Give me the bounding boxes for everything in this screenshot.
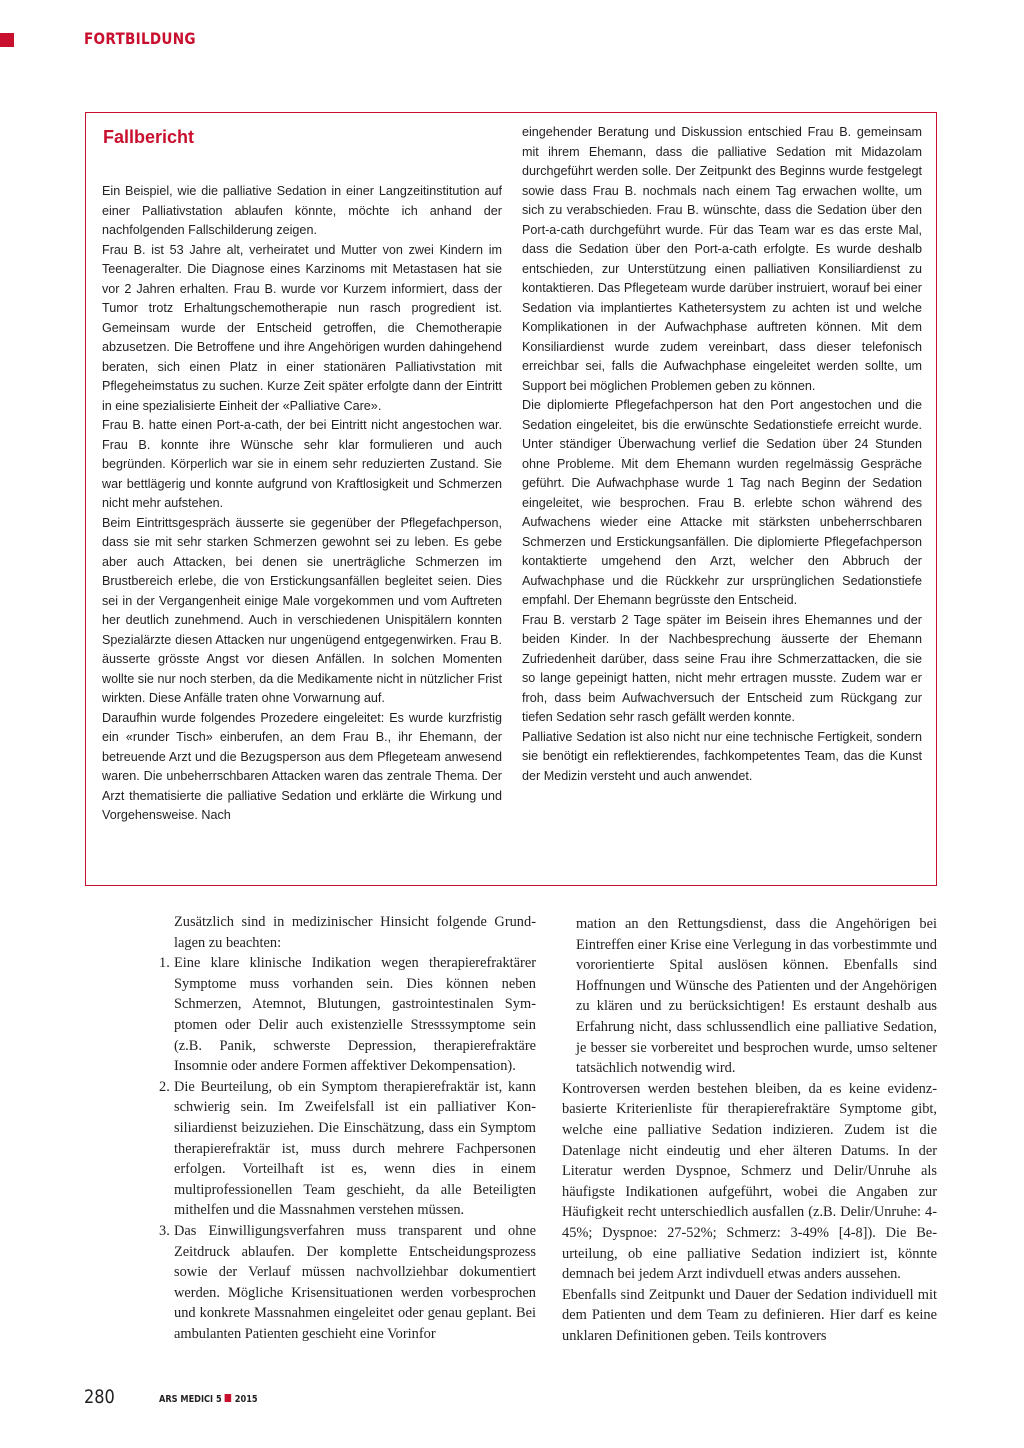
list-item <box>160 1077 536 1221</box>
paragraph: Kontroversen werden bestehen bleiben, da es keine evidenzbasierte Kriterienliste für therapierefraktäre Symptome gibt, welche eine palliative Sedation indizieren. Zudem ist die Datenlage nicht eindeutig und eher älteren Datums. In der Literatur werden Dyspnoe, Schmerz und Delir/Unruhe als häufigste Indikationen aufgeführt, wobei die Angaben zur Häufigkeit recht unterschiedlich ausfallen (z.B. Delir/Unruhe: 4-45%; Dyspnoe: 27-52%; Schmerz: 3-49% [4-8]). Die Beurteilung, ob eine palliative Sedation indiziert ist, könnte demnach bei jedem Arzt indivduell etwas anders aussehen. <box>562 1080 937 1283</box>
paragraph: eingehender Beratung und Diskussion entschied Frau B. gemeinsam mit ihrem Ehemann, dass die palliative Sedation mit Midazolam durchgeführt werden solle. Der Zeitpunkt des Beginns wurde festgelegt sowie dass Frau B. nochmals nach einem Tag erwachen wollte, um sich zu verabschieden. Frau B. wünschte, dass die Sedation über den Port-a-cath durchgeführt wurde. Für das Team war es das erste Mal, dass die Sedation über den Port-a-cath erfolgte. Es wurde deshalb entschieden, zur Unterstützung einen palliativen Konsiliardienst zu kontaktieren. Das Pflegeteam wurde darüber instruiert, worauf bei einer Sedation via implantiertes Kathetersystem zu achten ist und welche Komplikationen in der Aufwachphase auftreten können. Mit dem Konsiliardienst wurde zudem vereinbart, dass dieser telefonisch erreichbar sei, falls die Aufwachphase eingeleitet werden sollte, um Support bei möglichen Problemen geben zu können. <box>522 125 922 393</box>
section-marker-square <box>0 33 14 47</box>
journal-name: ARS MEDICI 5 <box>159 1394 222 1405</box>
paragraph: Ebenfalls sind Zeitpunkt und Dauer der Sedation individuell mit dem Patienten und dem Team zu definieren. Hier darf es keine unklaren Definitionen geben. Teils kontrovers <box>562 1286 937 1344</box>
list-item-text: Das Einwilligungsverfahren muss transparent und ohne Zeitdruck ablaufen. Der komplette Entscheidungsprozess sowie der Verlauf müssen nachvollziehbar dokumentiert werden. Mögliche Krisensituationen werden vorbesprochen und konkrete Massnahmen eingeleitet oder genau geplant. Bei ambulanten Patienten geschieht eine Vorinfor <box>174 1222 536 1342</box>
list-item <box>160 1221 536 1345</box>
list-number: 3. <box>159 1222 170 1239</box>
page-number: 280 <box>84 1386 115 1408</box>
paragraph: Frau B. ist 53 Jahre alt, verheiratet und Mutter von zwei Kindern im Teenageralter. Die Diagnose eines Karzinoms mit Metastasen hat sie vor 2 Jahren erhalten. Frau B. wurde vor Kurzem informiert, dass der Tumor trotz Erhaltungschemotherapie nun rasch progredient ist. Gemeinsam wurde der Entscheid getroffen, die Chemotherapie abzusetzen. Die Betroffene und ihre Angehörigen wurden dahingehend beraten, sich einen Platz in einer stationären Palliativstation mit Pflegeheimstatus zu suchen. Kurze Zeit später erfolgte dann der Eintritt in eine spezialisierte Einheit der «Palliative Care». <box>102 242 502 413</box>
paragraph: Daraufhin wurde folgendes Prozedere eingeleitet: Es wurde kurzfristig ein «runder Tisch» einberufen, an dem Frau B., ihr Ehemann, der betreuende Arzt und die Bezugsperson aus dem Pflegeteam anwesend waren. Die unbeherrschbaren Attacken waren das zentrale Thema. Der Arzt thematisierte die palliative Sedation und erklärte die Wirkung und Vorgehensweise. Nach <box>102 710 502 822</box>
body-column-left <box>160 912 536 1344</box>
case-report-column-right <box>522 123 922 786</box>
case-report-title: Fallbericht <box>103 127 195 147</box>
list-item-text: Eine klare klinische Indikation wegen therapierefraktärer Symptome muss vorhanden sein. Dies können neben Schmerzen, Atemnot, Blutungen, gastrointestinalen Symptomen oder Delir auch existenzielle Stresssymptome sein (z.B. Panik, schwerste Depression, therapierefraktäre Insomnie oder andere Formen affektiver Dekompensation). <box>174 955 536 1075</box>
paragraph: Palliative Sedation ist also nicht nur eine technische Fertigkeit, sondern sie benötigt ein reflektierendes, fachkompetentes Team, das die Kunst der Medizin versteht und auch anwendet. <box>522 729 922 783</box>
paragraph: Frau B. verstarb 2 Tage später im Beisein ihres Ehemannes und der beiden Kinder. In der Nachbesprechung äusserte der Ehemann Zufriedenheit darüber, dass seine Frau ihre Schmerzattacken, die sie so lange gepeinigt hatten, nicht mehr ertragen musste. Zudem war er froh, dass beim Aufwachversuch der Entscheid zum Rückgang zur tiefen Sedation sehr rasch gefällt werden konnte. <box>522 612 922 724</box>
list-number: 2. <box>159 1078 170 1095</box>
journal-footer <box>159 1394 258 1405</box>
list-item-text: Die Beurteilung, ob ein Symptom therapierefraktär ist, kann schwierig sein. Im Zweifelsfall ist ein palliativer Konsiliardienst beizuziehen. Die Einschätzung, dass ein Symptom therapierefraktär ist, muss durch mehrere Fachpersonen erfolgen. Vorteilhaft ist es, wenn dies in einem multiprofessionellen Team geschieht, da alle Beteiligten mithelfen und die Massnahmen verstehen müssen. <box>174 1078 536 1219</box>
footer-separator-square <box>225 1394 232 1402</box>
case-report-column-left <box>102 182 502 826</box>
body-column-right <box>562 914 937 1346</box>
section-label: FORTBILDUNG <box>84 29 196 48</box>
case-report-box <box>85 112 937 886</box>
paragraph: Frau B. hatte einen Port-a-cath, der bei Eintritt nicht angestochen war. Frau B. konnte ihre Wünsche sehr klar formulieren und auch begründen. Körperlich war sie in einem sehr reduzierten Zustand. Sie war bettlägerig und konnte aufgrund von Kraftlosigkeit und Schmerzen nicht mehr aufstehen. <box>102 418 502 510</box>
criteria-list <box>160 953 536 1344</box>
list-continuation: mation an den Rettungsdienst, dass die Angehörigen bei Eintreffen einer Krise eine Verlegung in das vorbestimmte und vororientierte Spital auslösen können. Ebenfalls sind Hoffnungen und Wünsche des Patienten und der Angehörigen zu klären und zu berücksichtigen! Es erstaunt deshalb aus Erfahrung nicht, dass schlussendlich eine palliative Sedation, je besser sie vorbereitet und besprochen wurde, umso seltener tatsächlich notwendig wird. <box>576 916 937 1077</box>
journal-year: 2015 <box>234 1394 258 1405</box>
list-item <box>160 953 536 1077</box>
list-number: 1. <box>159 955 170 972</box>
intro-paragraph: Zusätzlich sind in medizinischer Hinsicht folgende Grundlagen zu beachten: <box>174 914 536 951</box>
paragraph: Beim Eintrittsgespräch äusserte sie gegenüber der Pflegefachperson, dass sie mit sehr starken Schmerzen gewohnt sei zu leben. Es gebe aber auch Attacken, bei denen sie unerträgliche Schmerzen im Brustbereich erlebe, die von Erstickungsanfällen begleitet seien. Dies sei in der Vergangenheit einige Male vorgekommen und vom Auftreten her deutlich zunehmend. Auch in verschiedenen Unispitälern konnten Spezialärzte diesen Attacken nur ungenügend entgegenwirken. Frau B. äusserte grösste Angst vor diesen Anfällen. In solchen Momenten wollte sie nur noch sterben, da die Medikamente nicht in nützlicher Frist wirkten. Diese Anfälle traten ohne Vorwarnung auf. <box>102 515 502 705</box>
paragraph: Ein Beispiel, wie die palliative Sedation in einer Langzeitinstitution auf einer Palliativstation ablaufen könnte, möchte ich anhand der nachfolgenden Fallschilderung zeigen. <box>102 184 502 237</box>
paragraph: Die diplomierte Pflegefachperson hat den Port angestochen und die Sedation eingeleitet, bis die erwünschte Sedationstiefe erreicht wurde. Unter ständiger Überwachung verlief die Sedation über 24 Stunden ohne Probleme. Mit dem Ehemann wurden regelmässig Gespräche geführt. Die Aufwachphase wurde 1 Tag nach Beginn der Sedation eingeleitet, wie besprochen. Frau B. erlebte schon während des Aufwachens wieder eine Attacke mit stärksten unbeherrschbaren Schmerzen und Erstickungsanfällen. Die diplomierte Pflegefachperson kontaktierte umgehend den Arzt, welcher den Abbruch der Aufwachphase und die Rückkehr zur ursprünglichen Sedationstiefe empfahl. Der Ehemann begrüsste den Entscheid. <box>522 398 922 607</box>
